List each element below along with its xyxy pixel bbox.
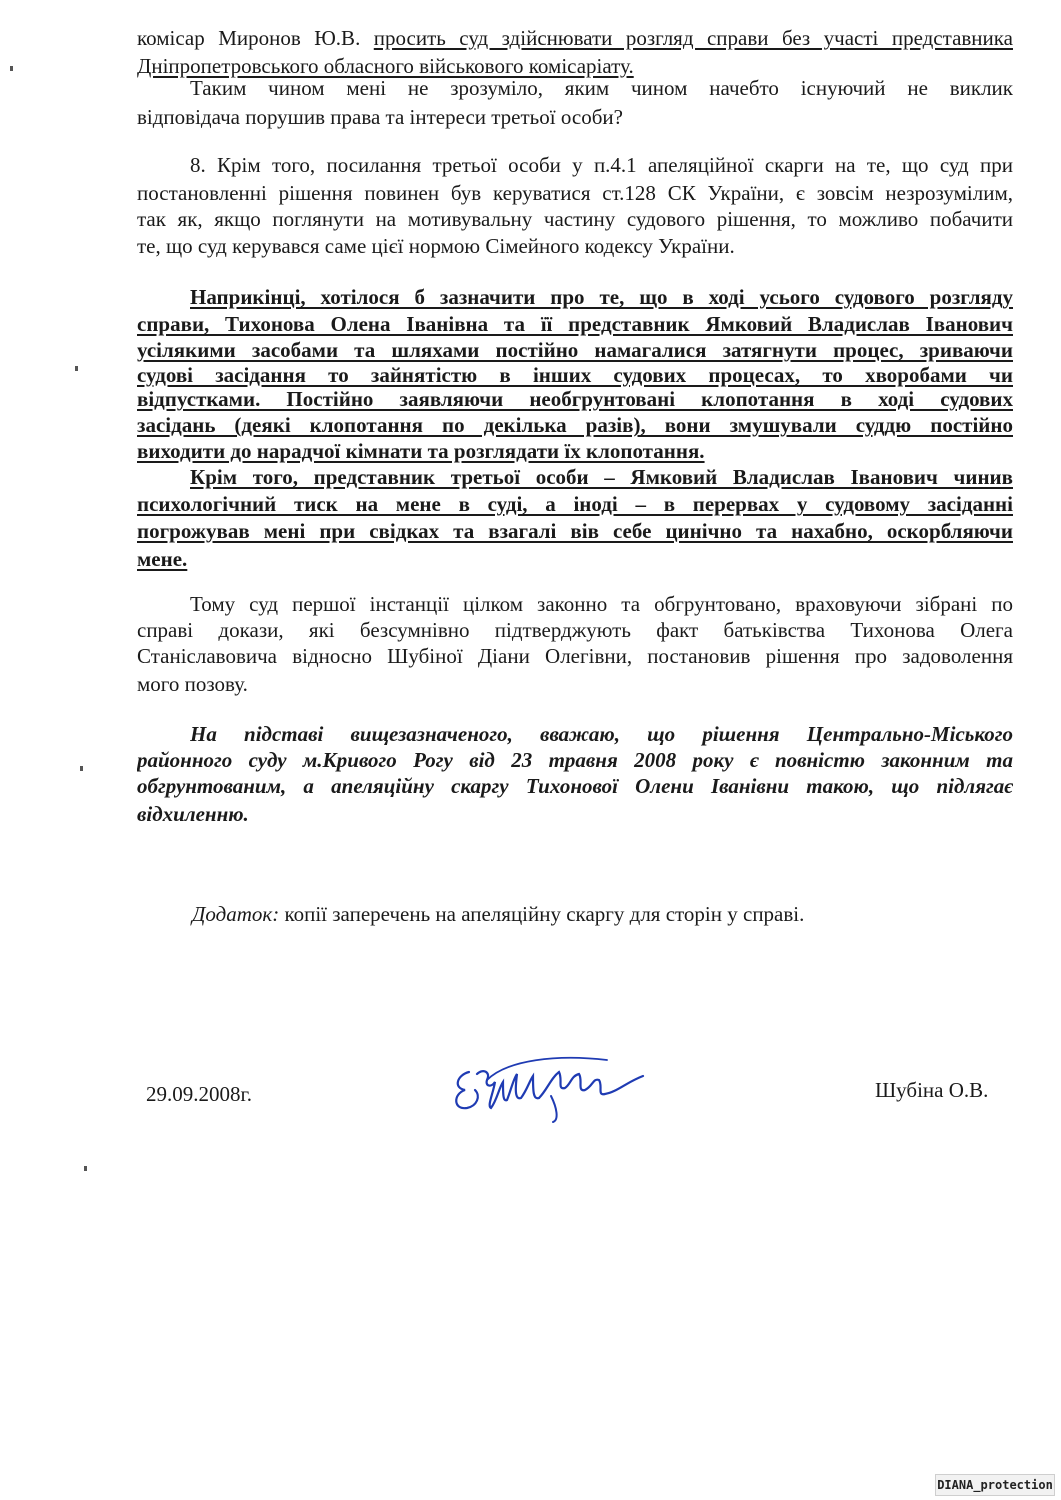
- bold-underlined-line: погрожував мені при свідках та взагалі вів себе цинічно та нахабно, оскорбляючи: [137, 519, 1013, 543]
- annex-label: Додаток:: [192, 902, 280, 926]
- text-line: Станіславовича відносно Шубіної Діани Олегівни, постановив рішення про задоволення: [137, 644, 1013, 668]
- scan-speck: [80, 766, 83, 771]
- text-line: відповідача порушив права та інтереси третьої особи?: [137, 105, 623, 129]
- scan-speck: [84, 1166, 87, 1171]
- bold-underlined-line: психологічний тиск на мене в суді, а іноді – в перервах у судовому засіданні: [137, 492, 1013, 516]
- underlined-text: Дніпропетровського обласного військового комісаріату.: [137, 54, 634, 78]
- text-line: мого позову.: [137, 672, 248, 696]
- bold-underlined-line: відпустками. Постійно заявляючи необгрунтовані клопотання в ході судових: [137, 387, 1013, 411]
- bold-underlined-line: судові засідання то зайнятістю в інших судових процесах, то хворобами чи: [137, 363, 1013, 387]
- text-line: Тому суд першої інстанції цілком законно та обгрунтовано, враховуючи зібрані по: [190, 592, 1013, 616]
- text-line: 8. Крім того, посилання третьої особи у п.4.1 апеляційної скарги на те, що суд при: [190, 153, 1013, 177]
- bold-italic-line: На підставі вищезазначеного, вважаю, що рішення Центрально-Міського: [190, 722, 1013, 746]
- bold-italic-line: відхиленню.: [137, 802, 249, 826]
- annex-line: [192, 900, 804, 928]
- text-line: постановленні рішення повинен був керуватися ст.128 СК України, є зовсім незрозумілим,: [137, 181, 1013, 205]
- bold-underlined-line: засідань (деякі клопотання по декілька разів), вони змушували суддю постійно: [137, 413, 1013, 437]
- underlined-text: просить суд здійснювати розгляд справи без участі представника: [373, 26, 1013, 50]
- text-span: комісар Миронов Ю.В.: [137, 26, 374, 50]
- bold-italic-line: обгрунтованим, а апеляційну скаргу Тихонової Олени Іванівни такою, що підлягає: [137, 774, 1013, 798]
- watermark-badge: DIANA_protection: [935, 1474, 1055, 1496]
- signature: [447, 1050, 657, 1125]
- text-line: так як, якщо поглянути на мотивувальну частину судового рішення, то можливо побачити: [137, 207, 1013, 231]
- bold-underlined-line: Крім того, представник третьої особи – Ямковий Владислав Іванович чинив: [190, 465, 1013, 489]
- text-line: Таким чином мені не зрозуміло, яким чином начебто існуючий не виклик: [190, 76, 1013, 100]
- bold-underlined-line: Наприкінці, хотілося б зазначити про те, що в ході усього судового розгляду: [190, 285, 1013, 309]
- scan-speck: [75, 366, 78, 371]
- date-text: 29.09.2008г.: [146, 1082, 252, 1106]
- bold-underlined-line: мене.: [137, 547, 188, 571]
- signer-name: Шубіна О.В.: [875, 1078, 989, 1102]
- scan-speck: [10, 66, 13, 71]
- bold-underlined-line: справи, Тихонова Олена Іванівна та її представник Ямковий Владислав Іванович: [137, 312, 1013, 336]
- text-line: те, що суд керувався саме цієї нормою Сімейного кодексу України.: [137, 234, 735, 258]
- bold-underlined-line: виходити до нарадчої кімнати та розглядати їх клопотання.: [137, 439, 705, 463]
- bold-underlined-line: усілякими засобами та шляхами постійно намагалися затягнути процес, зриваючи: [137, 338, 1013, 362]
- text-line: [137, 24, 1013, 52]
- annex-text: копії заперечень на апеляційну скаргу для сторін у справі.: [279, 902, 805, 926]
- text-line: справі докази, які безсумнівно підтверджують факт батьківства Тихонова Олега: [137, 618, 1013, 642]
- bold-italic-line: районного суду м.Кривого Рогу від 23 травня 2008 року є повністю законним та: [137, 748, 1013, 772]
